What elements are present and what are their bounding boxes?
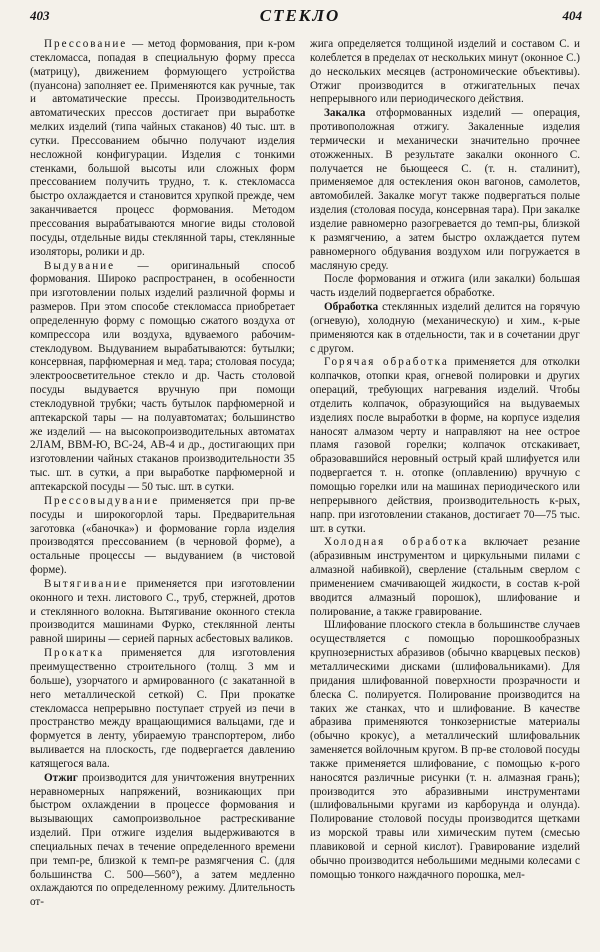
paragraph-term: Выдувание — [44, 259, 116, 272]
paragraph-text: применяется для изготовления преимущественно строительного (толщ. 3 мм и больше), узорчатого и армированного (с закатанной в него металлической сеткой) С. При прокатке стекломасса непрерывно поступает струей из печи в пространство между вращающимися вальцами, где и формуется в ленту, убираемую транспортером, либо выливается на плоскость, где подвергается давлению катящегося вала. — [30, 647, 295, 770]
paragraph — [30, 495, 295, 578]
paragraph — [30, 578, 295, 647]
left-column — [30, 38, 295, 943]
paragraph-text: включает резание (абразивным инструментом и циркульными пилами с алмазной набивкой), сверление (стальным сверлом с применением смачивающей жидкости, в состав к-рой вводится алмазный порошок), шлифование и полирование, а также гравирование. — [310, 536, 580, 618]
paragraph-text: применяется при изготовлении оконного и техн. листового С., труб, стержней, дротов и стеклянного волокна. Вытягивание оконного стекла производится машинами Фурко, стеклянной ленты равной ширины — серией парных асбестовых валиков. — [30, 577, 295, 646]
paragraph — [30, 772, 295, 910]
paragraph-term: Обработка — [324, 301, 379, 314]
paragraph-text: — оригинальный способ формования. Широко распространен, в особенности при изготовлении полых изделий различной формы и размеров. При этом способе стекломасса приобретает определенную форму с помощью сжатого воздуха от компрессора или воздуха, вдуваемого рабочим-стеклодувом. Выдуванием вырабатываются: бутылки; консервная, парфюмерная и мед. тара; столовая посуда; электроосветительное стекло и др. Часть столовой посуды выдувается вручную при помощи стеклодувной трубки; часть бутылок парфюмерной и аптекарской тары — на полуавтоматах; большинство же изделий — на высокопроизводительных автоматах 2ЛАМ, ВВМ-Ю, ВС-24, АВ-4 и др., достигающих при изготовлении чайных стаканов производительности 35 тыс. шт. в сутки, а при выработке парфюмерной и аптекарской посуды — 50 тыс. шт. в сутки. — [30, 259, 295, 493]
paragraph-term: Вытягивание — [44, 577, 129, 590]
paragraph-text: — метод формования, при к-ром стекломасса, попадая в специальную форму пресса (матрицу), движением формующего устройства (пуансона) заполняет ее. Применяются как ручные, так и автоматические прессы. Производительность автоматических прессов достигает при выработке мелких изделий (типа чайных стаканов) 40 тыс. шт. в сутки. Прессованием обычно получают изделия несложной конфигурации. Изделия с тонкими стенками, большой высоты или сложных форм прессованием получить трудно, т. к. стекломасса быстро охлаждается и становится хрупкой прежде, чем заканчивается процесс формования. Методом прессования вырабатываются многие виды столовой посуды, отдельные виды стеклянной тары, стеклянные изоляторы, ролики и др. — [30, 38, 295, 258]
paragraph-term: Прессовыдувание — [44, 494, 160, 507]
paragraph-text: производится для уничтожения внутренних неравномерных напряжений, возникающих при быстром охлаждении в процессе формования и вызывающих самопроизвольное растрескивание изделий. При отжиге изделия выдерживаются в специальных печах в течение определенного времени при темп-ре, близкой к темп-ре размягчения С. (для большинства С. 500—560°), а затем медленно охлаждаются по определенному режиму. Длительность от- — [30, 771, 295, 909]
paragraph — [30, 38, 295, 260]
paragraph-term: Отжиг — [44, 771, 78, 784]
page-number-left: 403 — [30, 8, 50, 23]
running-header — [0, 0, 600, 36]
paragraph — [30, 647, 295, 772]
page-number-right: 404 — [562, 8, 582, 23]
paragraph-text: применяется при пр-ве посуды и широкогорлой тары. Предварительная заготовка («баночка») и формование горла изделия производятся прессованием (в черновой форме), а остальные процессы — выдуванием (в чистовой форме). — [30, 494, 295, 577]
paragraph-text: Шлифование плоского стекла в большинстве случаев осуществляется с помощью порошкообразных крупнозернистых абразивов (обычно кварцевых песков) металлическими дисками (шлифовальниками). Для придания шлифованной поверхности прозрачности и блеска С. полируется. Полирование производится на таких же станках, что и шлифование. В качестве абразива применяются тонкозернистые материалы (обычно крокус), а металлический шлифовальник заменяется войлочным кругом. В пр-ве столовой посуды также применяется шлифование, с помощью к-рого наносятся различные рисунки (т. н. алмазная грань); производится это абразивными инструментами (шлифовальными кругами из карборунда и олунда). Полирование столовой посуды производится щетками из морской травы или химическим путем (смесью плавиковой и серной кислот). Гравирование изделий обычно производится небольшими медными колесами с помощью тонкого наждачного порошка, мел- — [310, 619, 580, 881]
paragraph-term: Прессование — [44, 38, 128, 50]
paragraph — [310, 356, 580, 536]
paragraph — [310, 273, 580, 301]
paragraph — [310, 619, 580, 882]
page-title: СТЕКЛО — [259, 6, 341, 25]
paragraph-text: стеклянных изделий делится на горячую (огневую), холодную (механическую) и хим., к-рые применяются как в отдельности, так и в сочетании друг с другом. — [310, 301, 580, 355]
paragraph — [310, 536, 580, 619]
paragraph-text: применяется для отколки колпачков, отопки края, огневой полировки и других операций, требующих нагревания изделий. Чтобы отделить колпачок, образующийся на выдуваемых изделиях после выработки в форме, на корпусе изделия наносят алмазом черту и направляют на нее острое пламя газовой горелки; колпачок отскакивает, образовавшийся неровный острый край шлифуется или подвергается т. н. отопке (оплавлению) вручную с помощью горелки или на машинах периодического или непрерывного действия, производительность к-рых, напр. при изготовлении стаканов, достигает 70—75 тыс. шт. в сутки. — [310, 356, 580, 535]
paragraph-term: Закалка — [324, 107, 366, 120]
paragraph-text: отформованных изделий — операция, противоположная отжигу. Закаленные изделия термически и механически значительно прочнее отожженных. В результате закалки оконного С. получается не бьющееся С. (т. н. сталинит), применяемое для остекления окон вагонов, самолетов, автомобилей. Закалке могут также подвергаться полые изделия (столовая посуда, консервная тара). При закалке изделие равномерно разогревается до темп-ры, близкой к размягчению, а затем быстро охлаждается путем равномерного обдувания воздухом или погружается в масляную среду. — [310, 107, 580, 272]
paragraph-term: Прокатка — [44, 647, 105, 660]
paragraph — [310, 38, 580, 107]
paragraph — [30, 260, 295, 495]
paragraph-text: жига определяется толщиной изделий и составом С. и колеблется в пределах от нескольких минут (оконное С.) до нескольких месяцев (астрономические объективы). Отжиг производится в отжигательных печах непрерывного или периодического действия. — [310, 38, 580, 106]
paragraph — [310, 107, 580, 273]
right-column — [310, 38, 580, 943]
paragraph-term: Холодная обработка — [324, 536, 469, 549]
paragraph-term: Горячая обработка — [324, 356, 449, 369]
paragraph-text: После формования и отжига (или закалки) большая часть изделий подвергается обработке. — [310, 273, 580, 300]
paragraph — [310, 301, 580, 356]
